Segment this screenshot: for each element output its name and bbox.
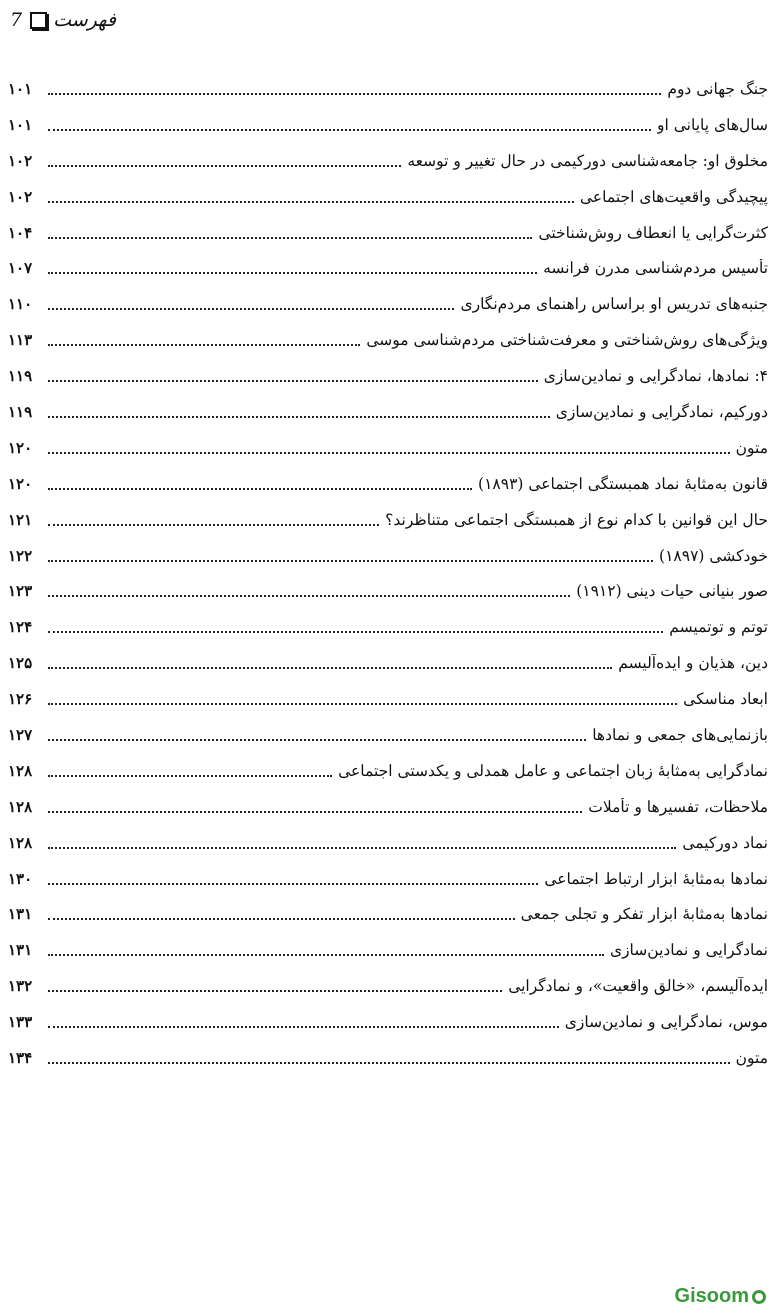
toc-entry-page: ۱۰۱ (8, 115, 33, 134)
toc-entry-page: ۱۲۳ (8, 582, 33, 601)
toc-entry-title: جنگ جهانی دوم (667, 79, 768, 98)
dot-leader (48, 129, 651, 131)
toc-entry (8, 932, 768, 968)
toc-entry-page: ۱۱۹ (8, 402, 33, 421)
toc-entry-title: مخلوق او: جامعه‌شناسی دورکیمی در حال تغییر و توسعه (407, 151, 768, 170)
toc-entry-page: ۱۲۵ (8, 654, 33, 673)
toc-entry (8, 358, 768, 394)
toc-entry-title: نمادها به‌مثابهٔ ابزار ارتباط اجتماعی (544, 869, 768, 888)
toc-entry-title: جنبه‌های تدریس او براساس راهنمای مردم‌نگاری (460, 295, 768, 314)
dot-leader (48, 488, 472, 490)
toc-entry-page: ۱۱۹ (8, 367, 33, 386)
toc-entry-title: نمادها به‌مثابهٔ ابزار تفکر و تجلی جمعی (520, 905, 768, 924)
toc-entry (8, 502, 768, 538)
toc-entry-page: ۱۰۲ (8, 187, 33, 206)
dot-leader (48, 344, 360, 346)
toc-entry-page: ۱۲۶ (8, 690, 33, 709)
toc-entry (8, 1004, 768, 1040)
toc-entry (8, 71, 768, 107)
dot-leader (48, 1026, 559, 1028)
toc-entry-title: ویژگی‌های روش‌شناختی و معرفت‌شناختی مردم‌شناسی موسی (366, 331, 768, 350)
toc-entry (8, 179, 768, 215)
toc-entry-page: ۱۳۳ (8, 1013, 33, 1032)
dot-leader (48, 237, 532, 239)
dot-leader (48, 631, 663, 633)
toc-entry-title: پیچیدگی واقعیت‌های اجتماعی (580, 187, 768, 206)
toc-entry (8, 717, 768, 753)
toc-entry (8, 896, 768, 932)
dot-leader (48, 954, 604, 956)
toc-entry (8, 968, 768, 1004)
toc-entry-page: ۱۳۲ (8, 977, 33, 996)
toc-entry-page: ۱۲۰ (8, 438, 33, 457)
toc-entry-page: ۱۲۸ (8, 833, 33, 852)
toc-entry-title: ایده‌آلیسم، «خالق واقعیت»، و نمادگرایی (508, 977, 768, 996)
toc-entry-page: ۱۰۱ (8, 79, 33, 98)
toc-entry-page: ۱۳۱ (8, 905, 33, 924)
dot-leader (48, 560, 653, 562)
header-title: فهرست (53, 9, 116, 31)
toc-entry-title: ابعاد مناسکی (683, 690, 768, 709)
toc-entry-title: متون (735, 1048, 768, 1067)
square-ornament-icon (30, 12, 47, 29)
toc-entry-page: ۱۲۰ (8, 474, 33, 493)
dot-leader (48, 380, 538, 382)
toc-entry (8, 107, 768, 143)
toc-entry-page: ۱۰۷ (8, 259, 33, 278)
toc-entry-title: خودکشی (۱۸۹۷) (659, 546, 768, 565)
dot-leader (48, 452, 730, 454)
toc-entry-title: نمادگرایی به‌مثابهٔ زبان اجتماعی و عامل همدلی و یکدستی اجتماعی (338, 761, 768, 780)
toc-entry (8, 1040, 768, 1076)
dot-leader (48, 847, 676, 849)
toc-entry (8, 861, 768, 897)
dot-leader (48, 883, 538, 885)
dot-leader (48, 990, 502, 992)
toc-entry-title: ملاحظات، تفسیرها و تأملات (588, 797, 768, 816)
dot-leader (48, 918, 515, 920)
toc-entry-page: ۱۰۴ (8, 223, 33, 242)
toc-entry-page: ۱۳۰ (8, 869, 33, 888)
toc-entry-title: نماد دورکیمی (682, 833, 768, 852)
toc-entry-title: صور بنیانی حیات دینی (۱۹۱۲) (576, 582, 768, 601)
toc-entry-page: ۱۲۱ (8, 510, 33, 529)
toc-entry (8, 286, 768, 322)
toc-entry-title: قانون به‌مثابهٔ نماد همبستگی اجتماعی (۱۸۹۳) (478, 474, 768, 493)
dot-leader (48, 811, 582, 813)
toc-entry-title: توتم و توتمیسم (669, 618, 768, 637)
dot-leader (48, 703, 677, 705)
toc-entry (8, 143, 768, 179)
toc-entry-page: ۱۲۲ (8, 546, 33, 565)
dot-leader (48, 739, 586, 741)
toc-entry-page: ۱۱۳ (8, 331, 33, 350)
toc-entry (8, 753, 768, 789)
dot-leader (48, 165, 401, 167)
toc-entry (8, 215, 768, 251)
dot-leader (48, 308, 454, 310)
toc-entry (8, 394, 768, 430)
toc-entry (8, 681, 768, 717)
toc-entry (8, 825, 768, 861)
toc-entry (8, 609, 768, 645)
toc-entry-title: بازنمایی‌های جمعی و نمادها (592, 725, 768, 744)
toc-entry-title: سال‌های پایانی او (657, 115, 768, 134)
dot-leader (48, 524, 379, 526)
toc-entry (8, 430, 768, 466)
toc-entry (8, 573, 768, 609)
toc-entry-page: ۱۰۲ (8, 151, 33, 170)
toc-entry-page: ۱۲۴ (8, 618, 33, 637)
toc-entry-page: ۱۱۰ (8, 295, 33, 314)
toc-entry-title: دورکیم، نمادگرایی و نمادین‌سازی (555, 402, 768, 421)
toc-entry-page: ۱۲۸ (8, 761, 33, 780)
page-header (10, 6, 116, 34)
toc-entry-title: نمادگرایی و نمادین‌سازی (609, 941, 768, 960)
logo-text: Gisoom (674, 1285, 749, 1307)
logo-icon (752, 1290, 766, 1304)
dot-leader (48, 201, 574, 203)
dot-leader (48, 416, 550, 418)
toc-entry-title: حال این قوانین با کدام نوع از همبستگی اجتماعی متناظرند؟ (385, 510, 768, 529)
dot-leader (48, 667, 612, 669)
toc-entry-title: دین، هذیان و ایده‌آلیسم (618, 654, 768, 673)
toc-entry-title: کثرت‌گرایی یا انعطاف روش‌شناختی (538, 223, 768, 242)
watermark-logo (675, 1285, 766, 1308)
toc-entry-page: ۱۳۱ (8, 941, 33, 960)
dot-leader (48, 272, 537, 274)
toc-entry-title: متون (735, 438, 768, 457)
page-number: 7 (10, 9, 23, 31)
toc-entry (8, 250, 768, 286)
toc-entry-page: ۱۲۷ (8, 725, 33, 744)
toc-entry-page: ۱۳۴ (8, 1048, 33, 1067)
table-of-contents (8, 71, 768, 1076)
toc-entry (8, 789, 768, 825)
dot-leader (48, 775, 332, 777)
toc-entry-page: ۱۲۸ (8, 797, 33, 816)
toc-entry (8, 466, 768, 502)
toc-entry-title: تأسیس مردم‌شناسی مدرن فرانسه (543, 259, 768, 278)
toc-entry-title: موس، نمادگرایی و نمادین‌سازی (564, 1013, 768, 1032)
dot-leader (48, 595, 570, 597)
dot-leader (48, 1062, 730, 1064)
toc-entry-title: ۴: نمادها، نمادگرایی و نمادین‌سازی (543, 367, 768, 386)
toc-entry (8, 645, 768, 681)
dot-leader (48, 93, 661, 95)
toc-entry (8, 322, 768, 358)
toc-entry (8, 538, 768, 574)
